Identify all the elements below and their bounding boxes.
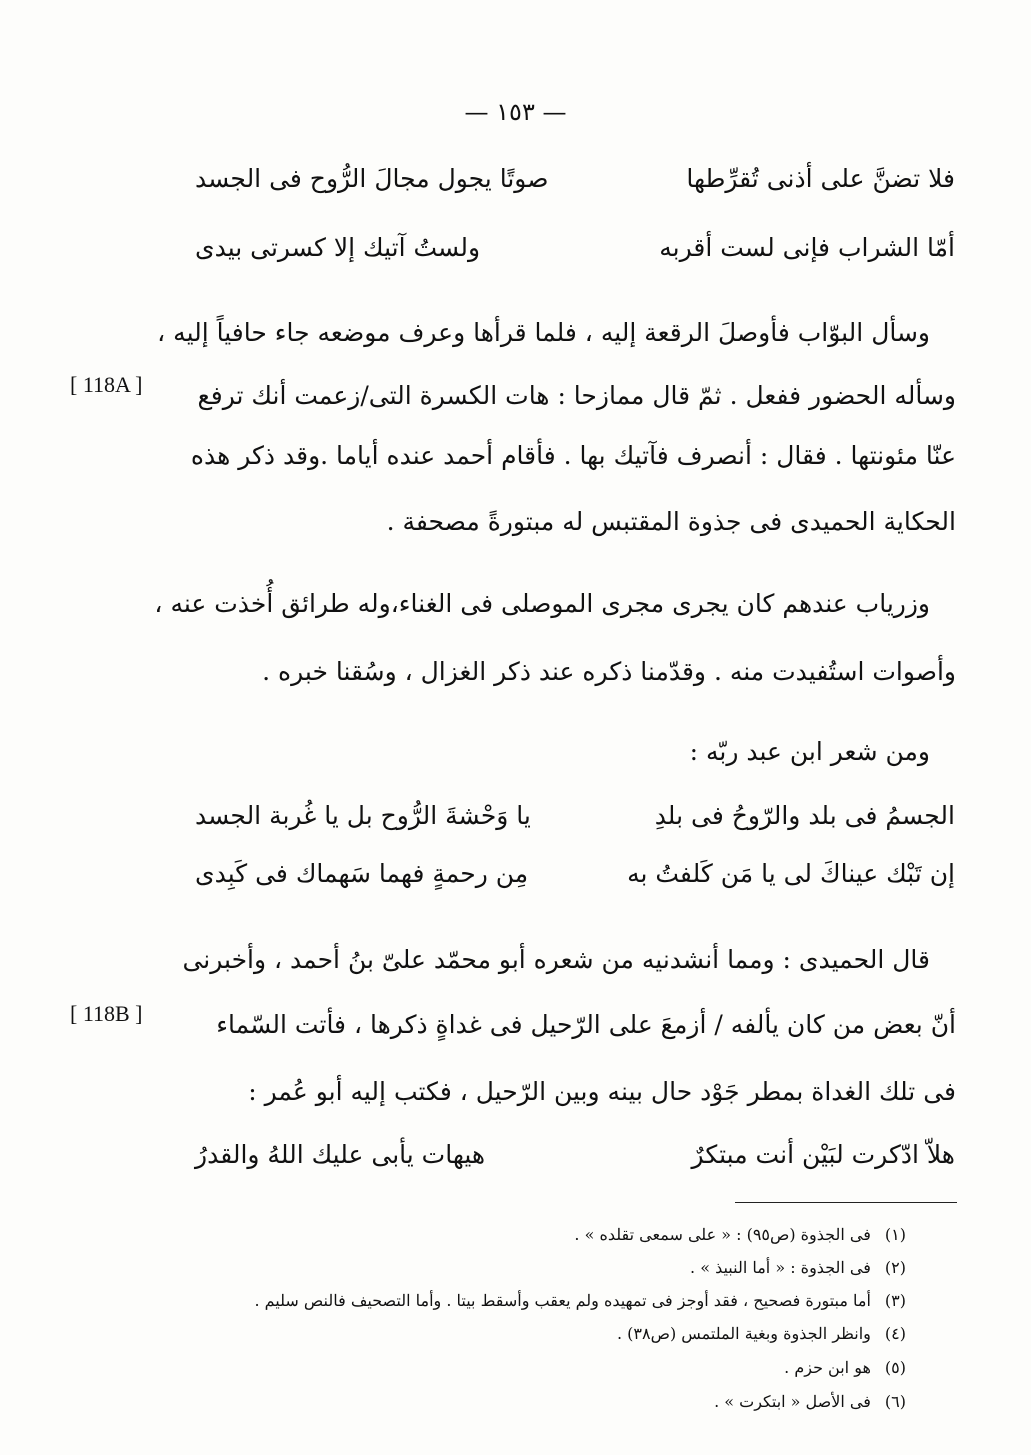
text-line: عنّا مئونتها . فقال : أنصرف فآتيك بها . فأقام أحمد عنده أياما .وقد ذكر هذه bbox=[190, 441, 956, 470]
footnote bbox=[690, 1255, 906, 1281]
verse-hemistich-second: هيهات يأبى عليك اللهُ والقدرُ bbox=[195, 1140, 486, 1169]
footnote-number: (٥) bbox=[884, 1358, 906, 1377]
verse-hemistich-first: الجسمُ فى بلد والرّوحُ فى بلدِ bbox=[654, 801, 955, 830]
footnote-text: فى الأصل « ابتكرت » . bbox=[714, 1392, 871, 1411]
text-line: أنّ بعض من كان يألفه / أزمعَ على الرّحيل فى غداةٍ ذكرها ، فأتت السّماء bbox=[216, 1010, 956, 1039]
footnote-number: (١) bbox=[884, 1225, 906, 1244]
text-line: وزرياب عندهم كان يجرى مجرى الموصلى فى الغناء،وله طرائق أُخذت عنه ، bbox=[154, 589, 930, 618]
verse-line bbox=[195, 795, 955, 837]
footnote-number: (٦) bbox=[884, 1392, 906, 1411]
footnote-text: فى الجذوة (ص٩٥) : « على سمعى تقلده » . bbox=[574, 1225, 871, 1244]
footnote bbox=[254, 1288, 906, 1314]
verse-hemistich-second: مِن رحمةٍ فهما سَهماك فى كَبِدى bbox=[195, 859, 529, 888]
verse-line bbox=[195, 158, 955, 200]
footnote bbox=[574, 1222, 906, 1248]
text-line: وسأله الحضور ففعل . ثمّ قال ممازحا : هات الكسرة التى/زعمت أنك ترفع bbox=[197, 381, 956, 410]
text-line: فى تلك الغداة بمطر جَوْد حال بينه وبين الرّحيل ، فكتب إليه أبو عُمر : bbox=[248, 1077, 956, 1106]
verse-hemistich-first: فلا تضنَّ على أذنى تُقرِّطها bbox=[686, 164, 955, 193]
verse-hemistich-first: إن تَبْك عيناكَ لى يا مَن كَلفتُ به bbox=[627, 859, 955, 888]
manuscript-folio-marker: [ 118B ] bbox=[70, 1001, 143, 1026]
manuscript-folio-marker: [ 118A ] bbox=[70, 372, 143, 397]
footnote-text: أما مبتورة فصحيح ، فقد أوجز فى تمهيده ولم يعقب وأسقط بيتا . وأما التصحيف فالنص سليم . bbox=[254, 1291, 871, 1310]
footnote-number: (٣) bbox=[884, 1291, 906, 1310]
footnote bbox=[714, 1389, 906, 1415]
verse-line bbox=[195, 853, 955, 895]
footnote bbox=[784, 1355, 906, 1381]
text-line: وسأل البوّاب فأوصلَ الرقعة إليه ، فلما قرأها وعرف موضعه جاء حافياً إليه ، bbox=[157, 318, 930, 347]
verse-hemistich-first: هلاّ ادّكرت لبَيْن أنت مبتكرٌ bbox=[691, 1140, 955, 1169]
verse-hemistich-second: يا وَحْشةَ الرُّوح بل يا غُربة الجسد bbox=[195, 801, 531, 830]
text-line: قال الحميدى : ومما أنشدنيه من شعره أبو محمّد علىّ بنُ أحمد ، وأخبرنى bbox=[182, 945, 930, 974]
footnote-text: وانظر الجذوة وبغية الملتمس (ص٣٨) . bbox=[616, 1324, 871, 1343]
text-line: الحكاية الحميدى فى جذوة المقتبس له مبتورةً مصحفة . bbox=[386, 507, 956, 536]
page-number: — ١٥٣ — bbox=[464, 98, 567, 126]
footnote-number: (٢) bbox=[884, 1258, 906, 1277]
text-line: وأصوات استُفيدت منه . وقدّمنا ذكره عند ذكر الغزال ، وسُقنا خبره . bbox=[262, 657, 956, 686]
footnote-number: (٤) bbox=[884, 1324, 906, 1343]
footnote-text: فى الجذوة : « أما النبيذ » . bbox=[690, 1258, 871, 1277]
verse-intro: ومن شعر ابن عبد ربّه : bbox=[689, 737, 930, 766]
footnote bbox=[617, 1321, 906, 1347]
footnote-text: هو ابن حزم . bbox=[784, 1358, 871, 1377]
verse-line bbox=[195, 1134, 955, 1176]
verse-hemistich-first: أمّا الشراب فإنى لست أقربه bbox=[659, 233, 955, 262]
verse-hemistich-second: ولستُ آتيك إلا كسرتى بيدى bbox=[195, 233, 481, 262]
footnote-divider bbox=[735, 1202, 957, 1203]
verse-hemistich-second: صوتًا يجول مجالَ الرُّوح فى الجسد bbox=[195, 164, 549, 193]
verse-line bbox=[195, 227, 955, 269]
